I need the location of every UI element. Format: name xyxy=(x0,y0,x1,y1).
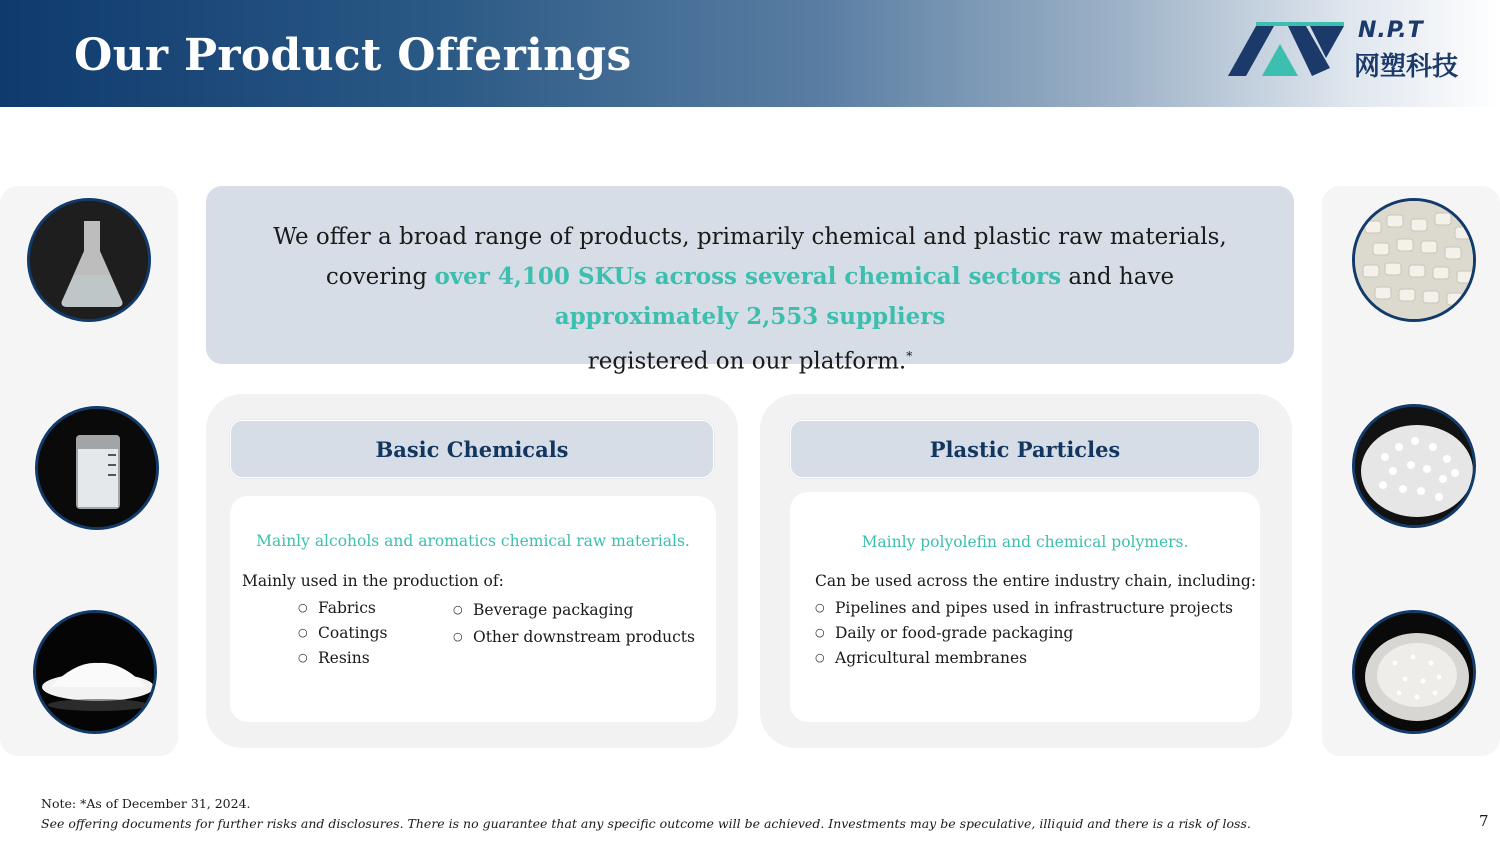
page-title: Our Product Offerings xyxy=(74,30,632,81)
fine-granules-image xyxy=(1352,610,1476,734)
company-logo xyxy=(1226,18,1486,80)
granules-image xyxy=(1352,404,1476,528)
bullet-icon: ○ xyxy=(298,651,308,664)
npt-logo-icon xyxy=(1226,18,1346,80)
basic-chemicals-lead: Mainly used in the production of: xyxy=(242,572,504,590)
bullet-icon: ○ xyxy=(298,626,308,639)
powder-image xyxy=(33,610,157,734)
list-item: ○ Agricultural membranes xyxy=(815,649,1028,667)
bullet-icon: ○ xyxy=(815,651,825,664)
list-item: ○ Other downstream products xyxy=(453,628,695,646)
intro-part3: registered on our platform. xyxy=(587,348,907,375)
logo-text-en: N.P.T xyxy=(1358,18,1424,43)
bullet-icon: ○ xyxy=(815,626,825,639)
intro-text xyxy=(236,218,1264,382)
intro-highlight-suppliers: approximately 2,553 suppliers xyxy=(554,303,946,330)
intro-part1: We offer a broad range of products, primarily chemical and plastic raw materials, covering xyxy=(273,224,1227,290)
bullet-icon: ○ xyxy=(298,601,308,614)
list-item: ○ Pipelines and pipes used in infrastructure projects xyxy=(815,599,1233,617)
bullet-icon: ○ xyxy=(453,630,463,643)
plastic-particles-card xyxy=(760,394,1292,748)
list-item: ○ Fabrics xyxy=(298,599,376,617)
intro-highlight-skus: over 4,100 SKUs across several chemical sectors xyxy=(434,263,1062,290)
bullet-icon: ○ xyxy=(815,601,825,614)
plastic-particles-title: Plastic Particles xyxy=(790,420,1260,478)
left-image-panel xyxy=(0,186,178,756)
basic-chemicals-card xyxy=(206,394,738,748)
basic-chemicals-subtitle: Mainly alcohols and aromatics chemical raw materials. xyxy=(256,532,690,550)
list-item: ○ Resins xyxy=(298,649,370,667)
plastic-particles-subtitle: Mainly polyolefin and chemical polymers. xyxy=(861,533,1189,551)
footnote: Note: *As of December 31, 2024. xyxy=(41,796,251,811)
header-banner xyxy=(0,0,1500,107)
intro-summary-box xyxy=(206,186,1294,375)
right-image-panel xyxy=(1322,186,1500,756)
beaker-image xyxy=(35,406,159,530)
intro-footnote-mark: * xyxy=(906,349,913,363)
basic-chemicals-title: Basic Chemicals xyxy=(230,420,714,478)
disclaimer: See offering documents for further risks and disclosures. There is no guarantee that any specific outcome will be achieved. Investments may be speculative, illiquid and there is a risk of loss. xyxy=(41,816,1251,831)
flask-image xyxy=(27,198,151,322)
plastic-particles-lead: Can be used across the entire industry chain, including: xyxy=(815,572,1257,590)
intro-part2: and have xyxy=(1061,264,1175,290)
page-number: 7 xyxy=(1479,812,1489,830)
list-item: ○ Daily or food-grade packaging xyxy=(815,624,1074,642)
list-item: ○ Beverage packaging xyxy=(453,601,634,619)
list-item: ○ Coatings xyxy=(298,624,388,642)
bullet-icon: ○ xyxy=(453,603,463,616)
logo-text-cn: 网塑科技 xyxy=(1354,52,1459,82)
plastic-particles-body xyxy=(790,492,1260,722)
pellets-image xyxy=(1352,198,1476,322)
basic-chemicals-body xyxy=(230,496,716,722)
